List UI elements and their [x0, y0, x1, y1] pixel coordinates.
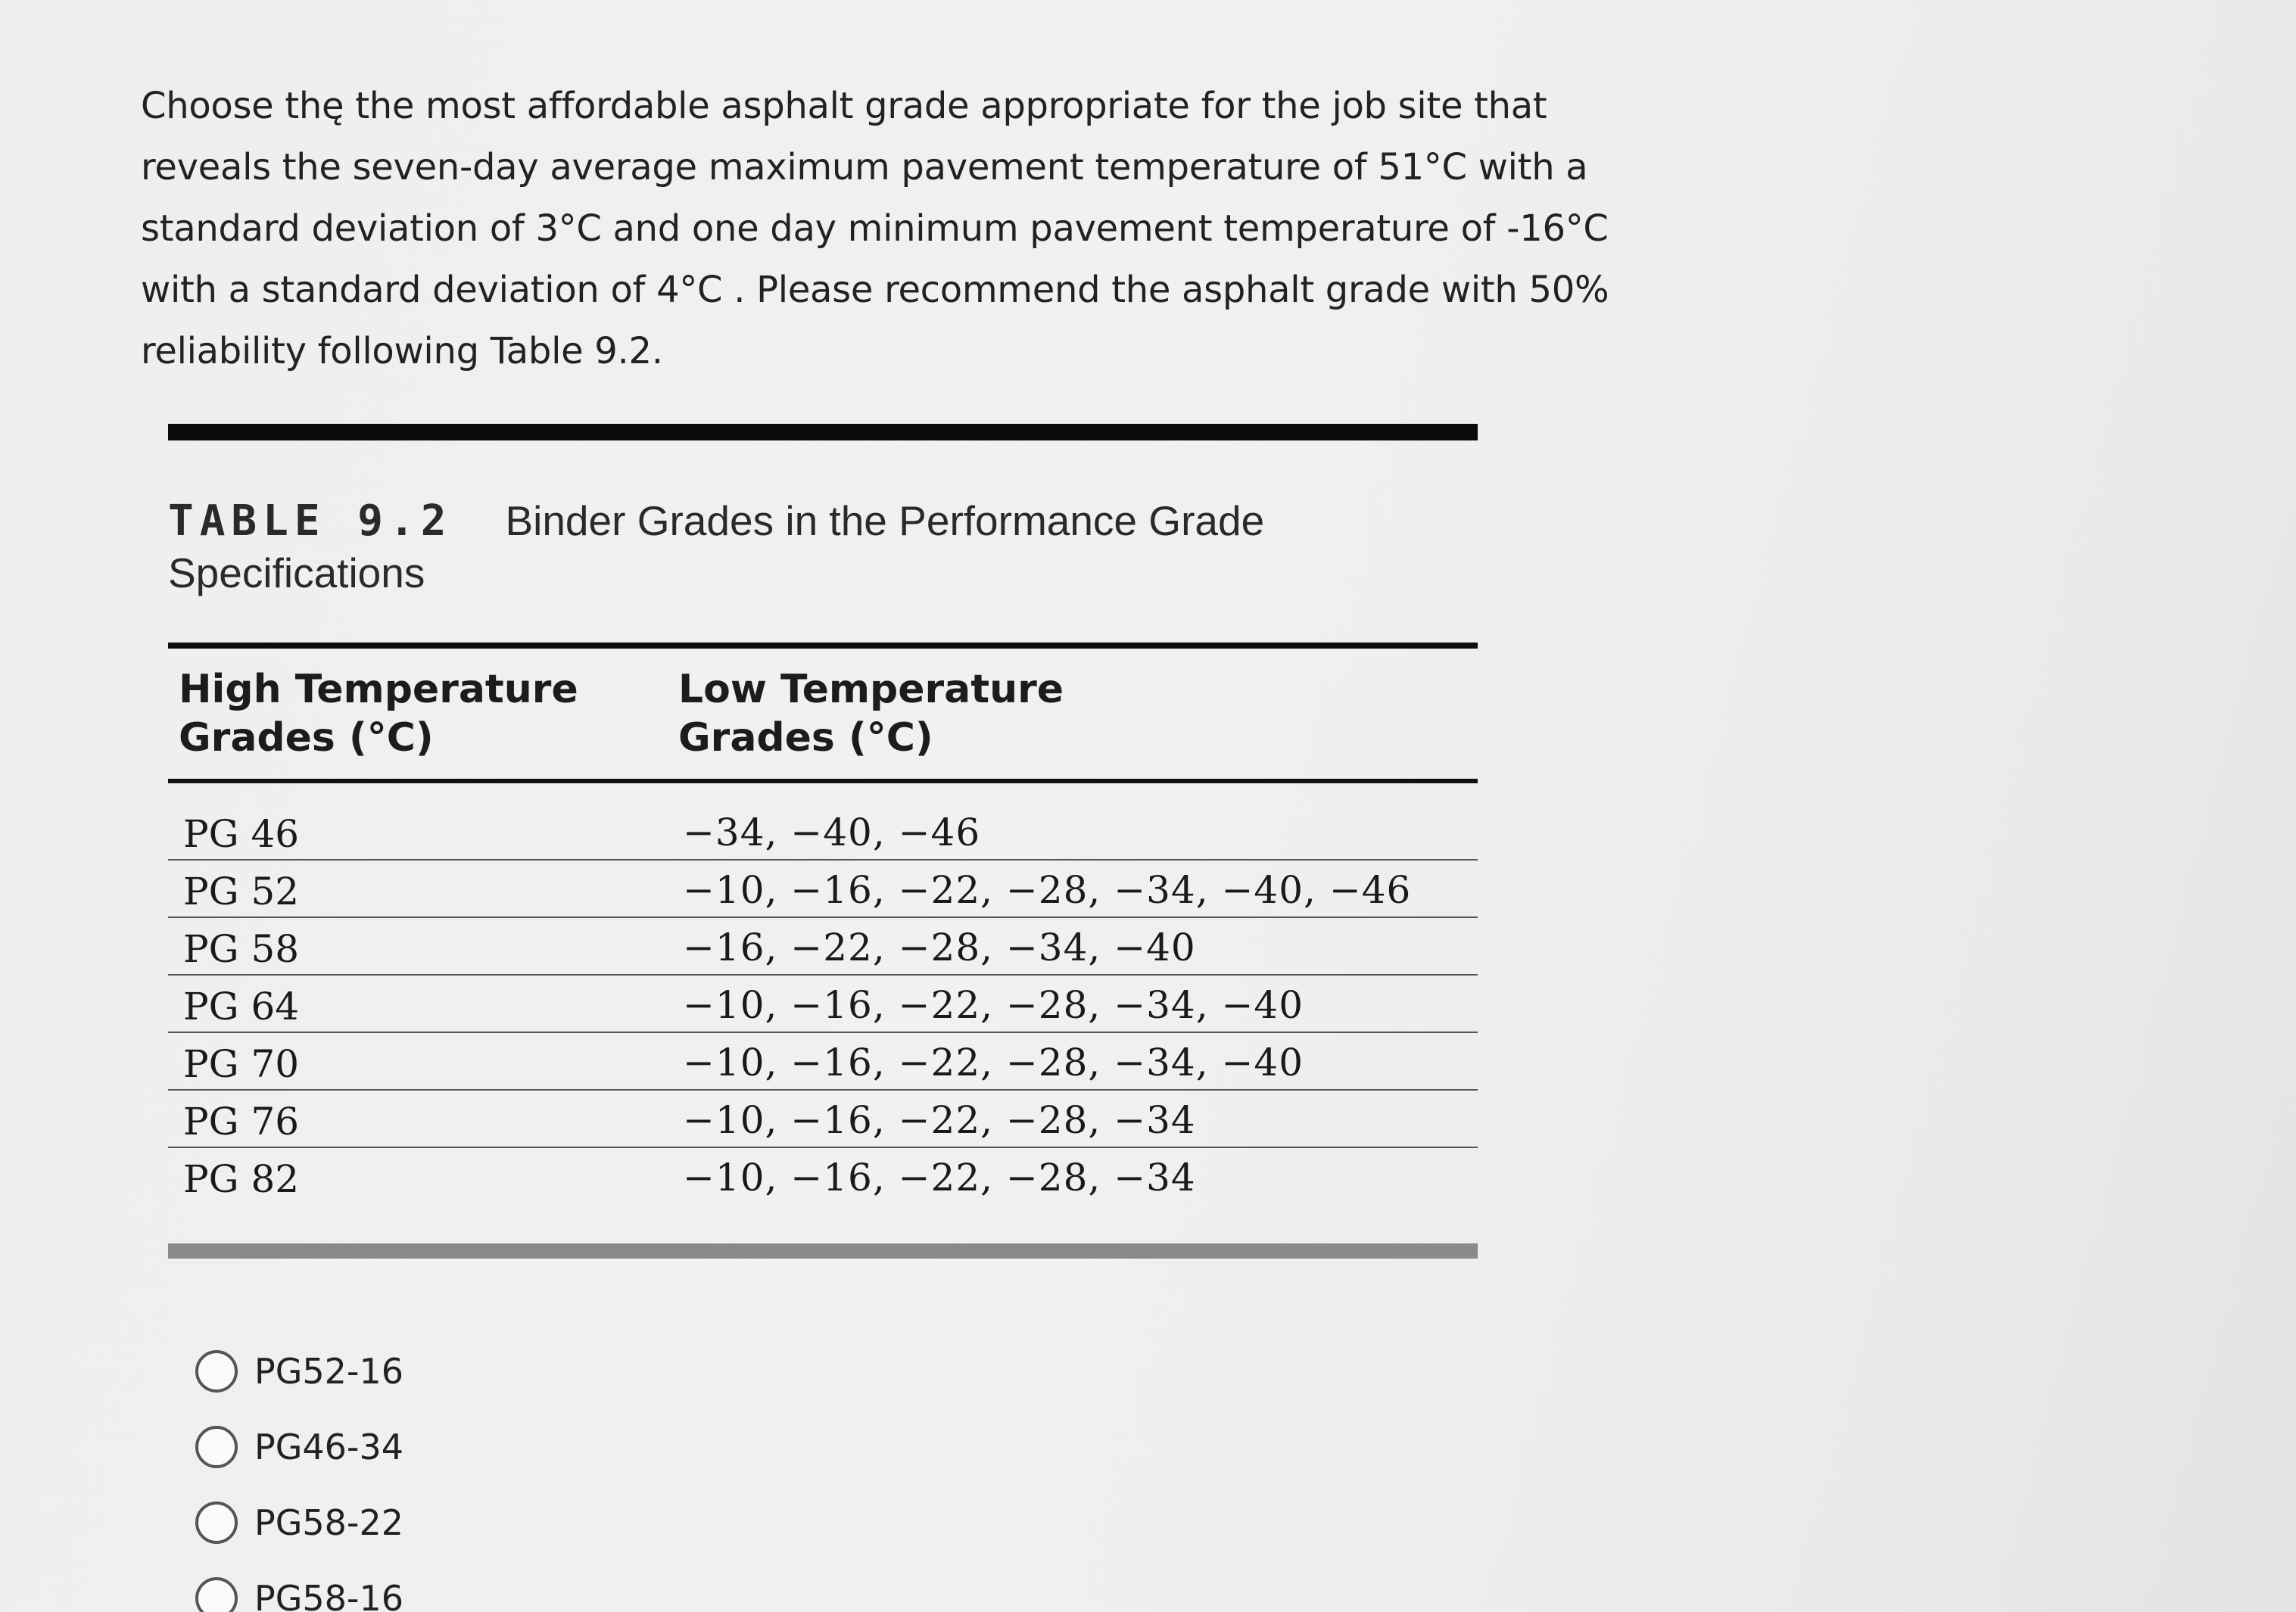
question-text: Choose thę the most affordable asphalt grade appropriate for the job site that reveals the seven-day average maximum pavement temperature of 51°C with a standard deviation of 3°C and one day minimum pavement temperature of -16°C with a standard deviation of 4°C . Please recommend the asphalt grade with 50% reliability following Table 9.2. — [141, 85, 1609, 372]
option-label[interactable]: PG58-22 — [254, 1502, 404, 1543]
low-grades-cell: −16, −22, −28, −34, −40 — [683, 926, 1196, 969]
table-row — [168, 1091, 1478, 1148]
table-row — [168, 1148, 1478, 1204]
table-header-rule — [168, 643, 1478, 649]
radio-button[interactable] — [195, 1502, 238, 1544]
answer-options — [195, 1333, 403, 1612]
table-top-rule — [168, 424, 1478, 440]
table-row — [168, 860, 1478, 918]
answer-option-2[interactable] — [195, 1409, 403, 1485]
header-high-temp: High Temperature Grades (°C) — [179, 667, 578, 761]
table-title: Binder Grades in the Performance Grade Specifications — [168, 497, 1265, 596]
high-grade-cell: PG 58 — [183, 927, 300, 971]
low-grades-cell: −10, −16, −22, −28, −34 — [683, 1156, 1196, 1200]
radio-button[interactable] — [195, 1426, 238, 1468]
table-row — [168, 976, 1478, 1033]
option-label[interactable]: PG58-16 — [254, 1578, 404, 1612]
radio-button[interactable] — [195, 1577, 238, 1612]
high-grade-cell: PG 64 — [183, 985, 300, 1029]
low-grades-cell: −10, −16, −22, −28, −34 — [683, 1098, 1196, 1142]
low-grades-cell: −10, −16, −22, −28, −34, −40 — [683, 1041, 1304, 1085]
high-grade-cell: PG 70 — [183, 1042, 300, 1086]
low-grades-cell: −10, −16, −22, −28, −34, −40, −46 — [683, 868, 1412, 912]
answer-option-3[interactable] — [195, 1485, 403, 1561]
table-header — [168, 649, 1478, 783]
low-grades-cell: −10, −16, −22, −28, −34, −40 — [683, 983, 1304, 1027]
table-bottom-rule — [168, 1243, 1478, 1259]
table-body — [168, 783, 1478, 1204]
high-grade-cell: PG 76 — [183, 1100, 300, 1144]
table-row — [168, 918, 1478, 976]
table-caption — [168, 495, 1478, 599]
radio-button[interactable] — [195, 1350, 238, 1393]
table-row — [168, 1033, 1478, 1091]
low-grades-cell: −34, −40, −46 — [683, 811, 981, 854]
high-grade-cell: PG 82 — [183, 1157, 300, 1201]
option-label[interactable]: PG52-16 — [254, 1351, 404, 1392]
high-grade-cell: PG 52 — [183, 870, 300, 913]
high-grade-cell: PG 46 — [183, 812, 300, 856]
table-row — [168, 803, 1478, 860]
answer-option-1[interactable] — [195, 1333, 403, 1409]
binder-grades-table — [168, 424, 1478, 1259]
option-label[interactable]: PG46-34 — [254, 1427, 404, 1467]
header-low-temp: Low Temperature Grades (°C) — [678, 667, 1064, 761]
table-number: TABLE 9.2 — [168, 496, 453, 546]
answer-option-4[interactable] — [195, 1561, 403, 1612]
